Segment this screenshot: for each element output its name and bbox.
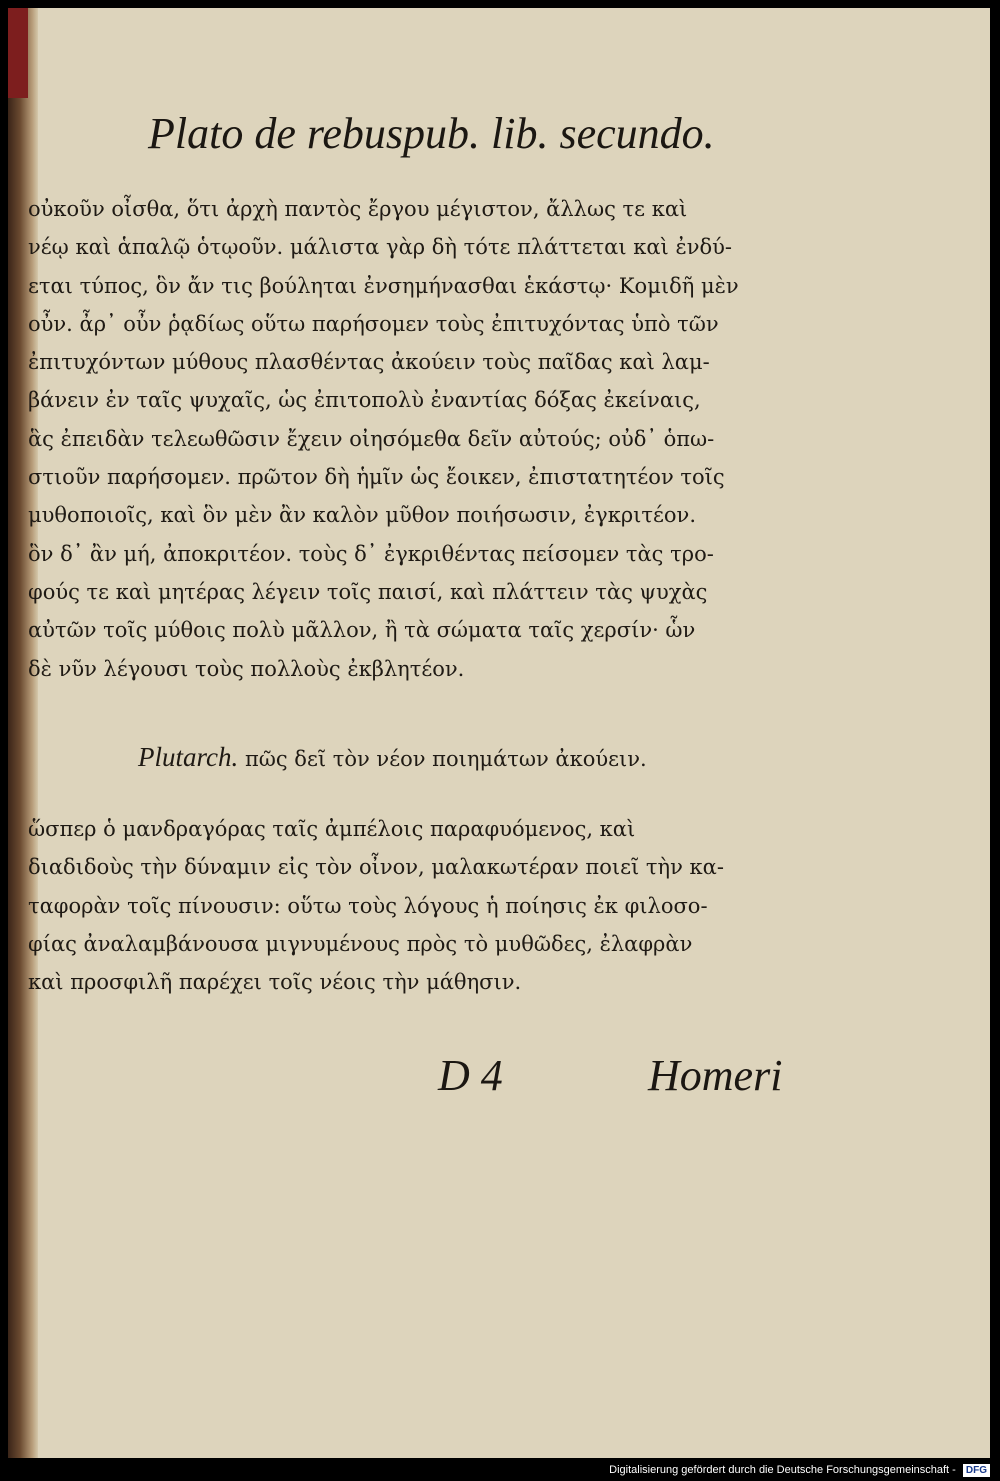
text-line: ὃν δ᾽ ἂν μή, ἀποκριτέον. τοὺς δ᾽ ἐγκριθέντας πείσομεν τὰς τρο- xyxy=(28,541,714,566)
text-line: οὖν. ἆρ᾽ οὖν ῥᾳδίως οὕτω παρήσομεν τοὺς ἐπιτυχόντας ὑπὸ τῶν xyxy=(28,311,719,336)
plutarch-passage xyxy=(28,810,808,1001)
text-line: εται τύπος, ὃν ἄν τις βούληται ἐνσημήνασθαι ἑκάστῳ· Κομιδῆ μὲν xyxy=(28,273,739,298)
digitization-credit xyxy=(609,1464,990,1477)
text-line: ὥσπερ ὁ μανδραγόρας ταῖς ἀμπέλοις παραφυόμενος, καὶ xyxy=(28,817,636,841)
text-line: στιοῦν παρήσομεν. πρῶτον δὴ ἡμῖν ὡς ἔοικεν, ἐπιστατητέον τοῖς xyxy=(28,465,725,490)
binding-red-mark xyxy=(8,8,28,98)
text-line: μυθοποιοῖς, καὶ ὃν μὲν ἂν καλὸν μῦθον ποιήσωσιν, ἐγκριτέον. xyxy=(28,503,697,528)
book-page xyxy=(8,8,990,1458)
text-line: βάνειν ἐν ταῖς ψυχαῖς, ὡς ἐπιτοπολὺ ἐναντίας δόξας ἐκείναις, xyxy=(28,388,701,413)
text-line: δὲ νῦν λέγουσι τοὺς πολλοὺς ἐκβλητέον. xyxy=(28,656,465,681)
text-line: νέῳ καὶ ἁπαλῷ ὁτῳοῦν. μάλιστα γὰρ δὴ τότε πλάττεται καὶ ἐνδύ- xyxy=(28,235,732,260)
text-line: αὐτῶν τοῖς μύθοις πολὺ μᾶλλον, ἢ τὰ σώματα ταῖς χερσίν· ὧν xyxy=(28,618,696,643)
plutarch-greek-title: πῶς δεῖ τὸν νέον ποιημάτων ἀκούειν. xyxy=(244,747,647,771)
catchword: Homeri xyxy=(648,1051,783,1100)
text-line: ταφορὰν τοῖς πίνουσιν: οὕτω τοὺς λόγους ἡ ποίησις ἐκ φιλοσο- xyxy=(28,893,708,918)
dfg-logo[interactable]: DFG xyxy=(963,1464,990,1477)
credit-text: Digitalisierung gefördert durch die Deutsche Forschungsgemeinschaft - xyxy=(609,1464,956,1476)
running-title: Plato de rebuspub. lib. secundo. xyxy=(148,109,715,158)
text-line: ἐπιτυχόντων μύθους πλασθέντας ἀκούειν τοὺς παῖδας καὶ λαμ- xyxy=(28,350,710,375)
text-line: φίας ἀναλαμβάνουσα μιγνυμένους πρὸς τὸ μυθῶδες, ἐλαφρὰν xyxy=(28,931,693,956)
plutarch-heading xyxy=(138,742,798,773)
text-line: καὶ προσφιλῆ παρέχει τοῖς νέοις τὴν μάθησιν. xyxy=(28,970,522,995)
signature-mark: D 4 xyxy=(438,1051,503,1100)
text-line: οὐκοῦν οἶσθα, ὅτι ἀρχὴ παντὸς ἔργου μέγιστον, ἄλλως τε καὶ xyxy=(28,197,688,221)
text-line: φούς τε καὶ μητέρας λέγειν τοῖς παισί, καὶ πλάττειν τὰς ψυχὰς xyxy=(28,579,708,604)
text-line: ἃς ἐπειδὰν τελεωθῶσιν ἔχειν οἰησόμεθα δεῖν αὐτούς; οὐδ᾽ ὁπω- xyxy=(28,426,715,451)
plato-passage xyxy=(28,190,808,688)
plutarch-author: Plutarch. xyxy=(138,742,239,772)
text-line: διαδιδοὺς τὴν δύναμιν εἰς τὸν οἶνον, μαλακωτέραν ποιεῖ τὴν κα- xyxy=(28,855,724,880)
